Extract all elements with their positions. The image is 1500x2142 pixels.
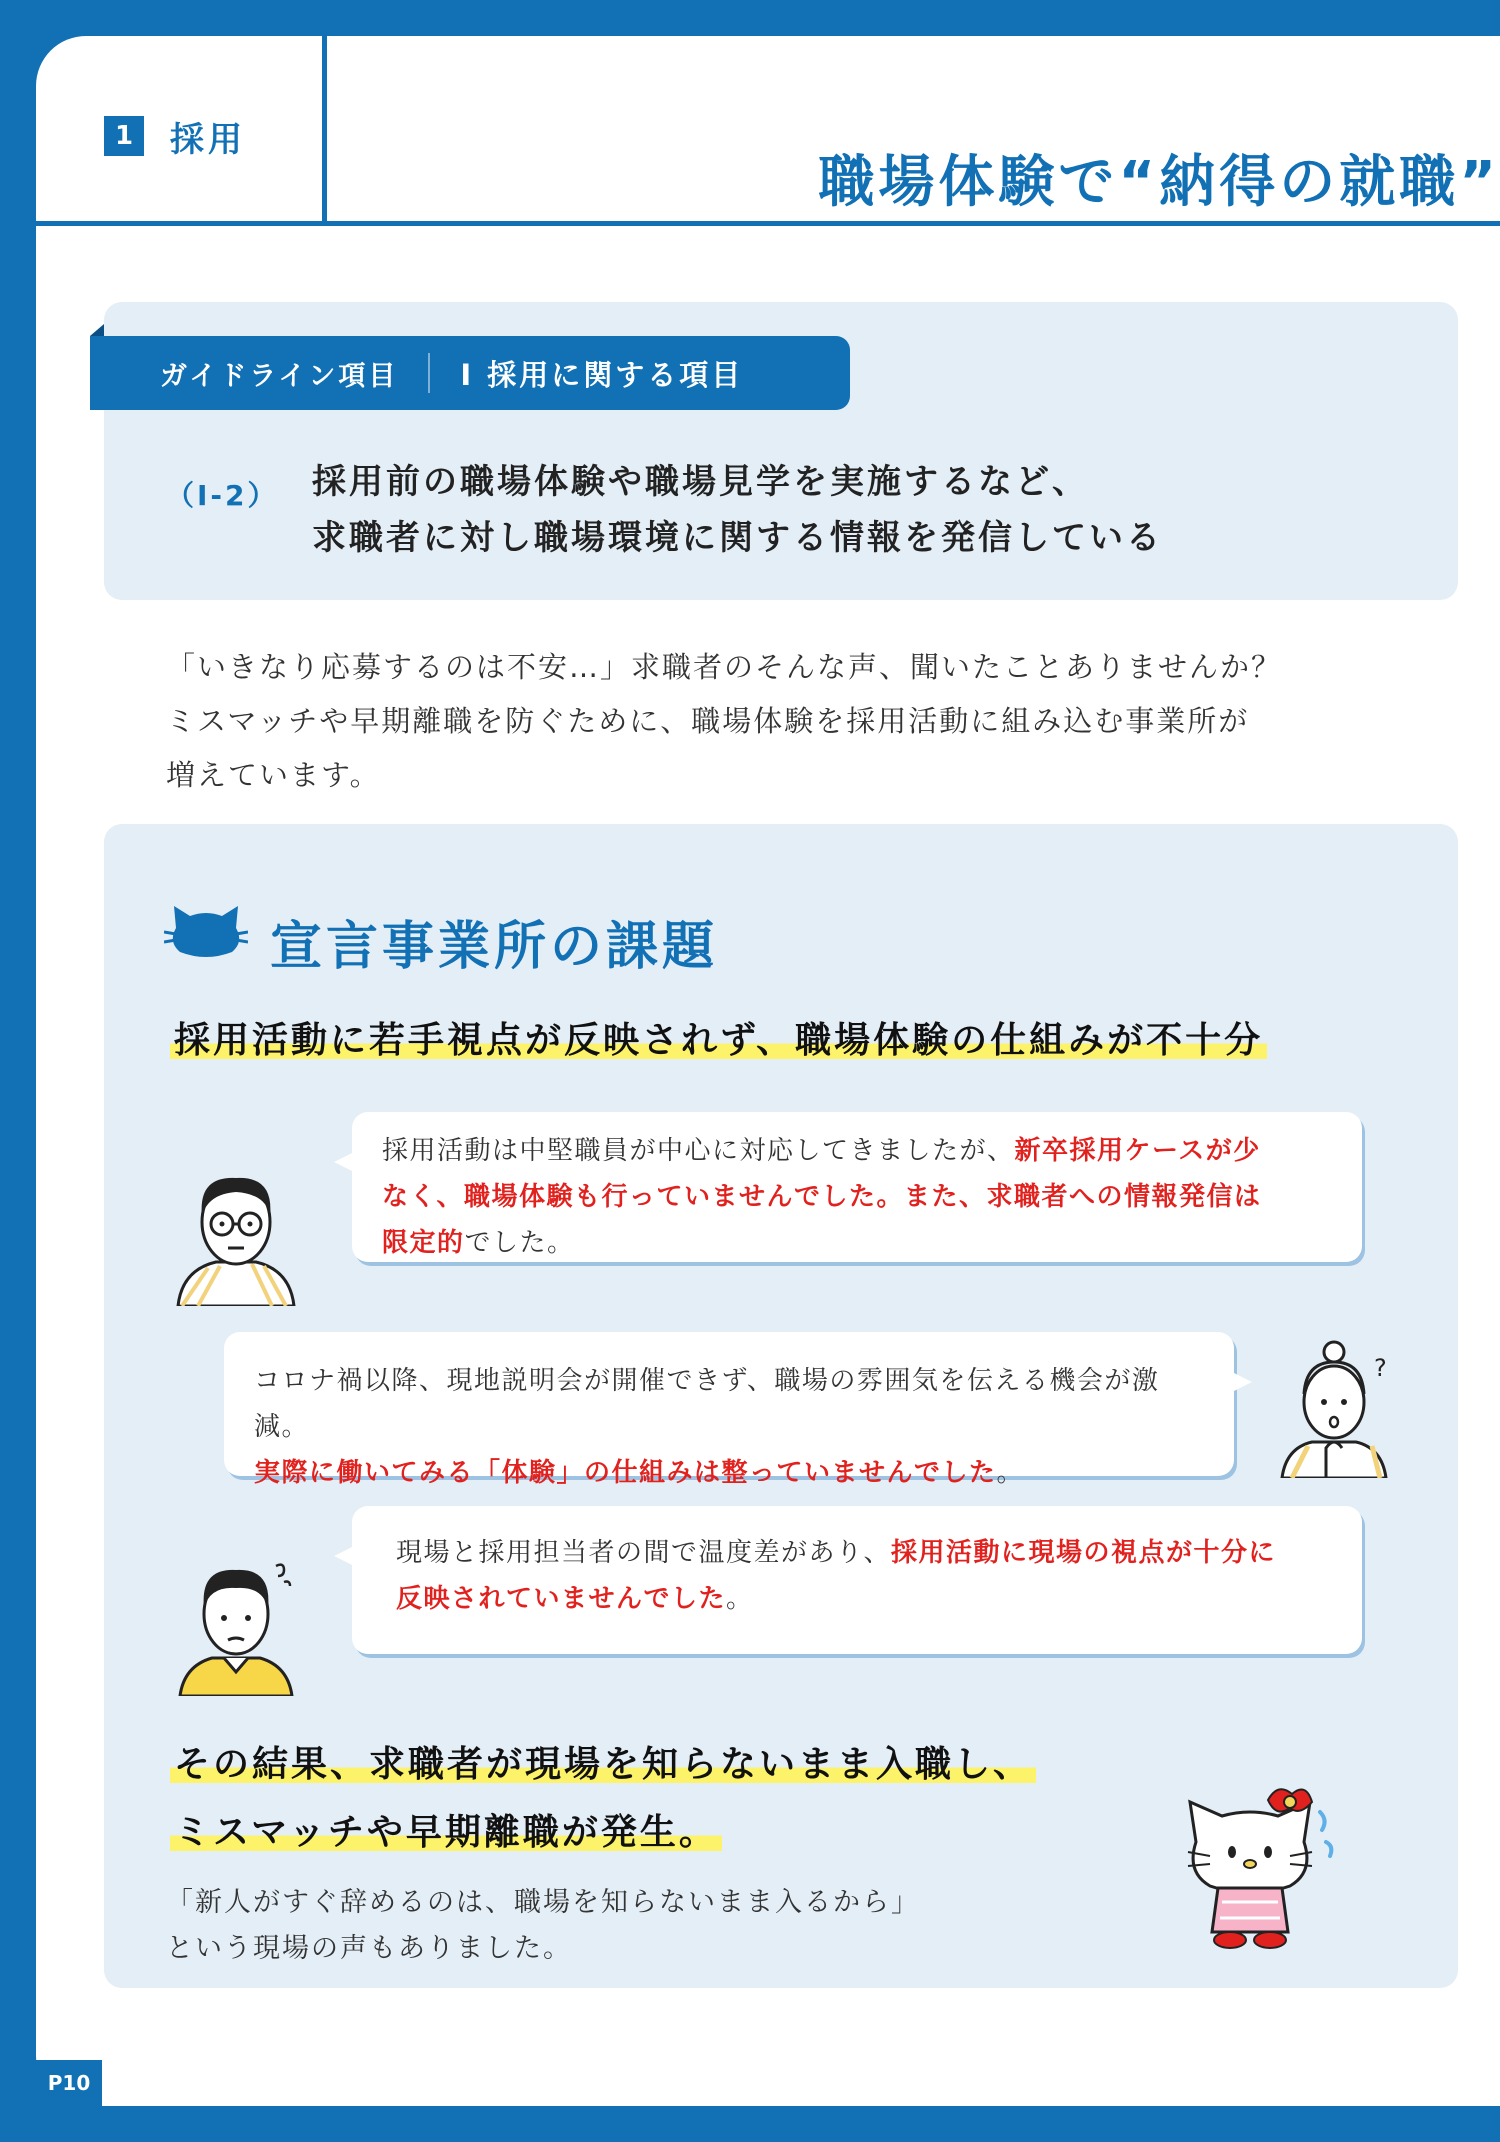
man-glasses-illustration [168, 1166, 304, 1306]
bubble-line: 反映されていませんでした。 [396, 1584, 754, 1614]
hello-kitty-illustration [1160, 1772, 1340, 1952]
bubble-tail [334, 1546, 354, 1566]
page-header [36, 36, 1500, 226]
page-number: P10 [36, 2060, 102, 2106]
bubble-line: 現場と採用担当者の間で温度差があり、採用活動に現場の視点が十分に [396, 1538, 1277, 1568]
bubble-tail [334, 1152, 354, 1172]
cat-silhouette-icon [164, 898, 248, 958]
challenge-heading: 宣言事業所の課題 [270, 917, 719, 977]
section-number-badge: 1 [104, 116, 144, 156]
intro-paragraph [166, 640, 1282, 802]
intro-line: 増えています。 [166, 758, 381, 792]
result-line-2: ミスマッチや早期離職が発生。 [170, 1804, 722, 1855]
bubble-line: 限定的でした。 [382, 1228, 575, 1258]
svg-text:?: ? [1374, 1354, 1387, 1382]
woman-thinking-illustration [1276, 1338, 1402, 1478]
tab-separator [428, 353, 430, 393]
guideline-item-line2: 求職者に対し職場環境に関する情報を発信している [312, 518, 1163, 558]
guideline-category: Ⅰ 採用に関する項目 [460, 357, 744, 392]
quote-line: 「新人がすぐ辞めるのは、職場を知らないまま入るから」 [166, 1887, 920, 1918]
header-divider [322, 36, 327, 226]
quote-line: という現場の声もありました。 [166, 1933, 572, 1964]
speech-bubble-1 [352, 1112, 1362, 1262]
page-title: 職場体験で“納得の就職” [818, 150, 1500, 215]
man-worried-illustration [172, 1556, 308, 1696]
guideline-item-code: （Ⅰ-2） [166, 479, 279, 512]
field-quote [166, 1880, 920, 1972]
bubble-line: コロナ禍以降、現地説明会が開催できず、職場の雰囲気を伝える機会が激減。 [254, 1366, 1160, 1442]
result-line-1: その結果、求職者が現場を知らないまま入職し、 [170, 1736, 1036, 1787]
speech-bubble-2 [224, 1332, 1234, 1488]
guideline-tab-label: ガイドライン項目 [160, 360, 399, 392]
section-label: 採用 [170, 120, 246, 160]
intro-line: ミスマッチや早期離職を防ぐために、職場体験を採用活動に組み込む事業所が [166, 704, 1250, 738]
challenge-summary: 採用活動に若手視点が反映されず、職場体験の仕組みが不十分 [170, 1012, 1267, 1063]
speech-bubble-3 [352, 1506, 1362, 1654]
guideline-item-text [312, 454, 1163, 566]
guideline-item-line1: 採用前の職場体験や職場見学を実施するなど、 [312, 462, 1089, 502]
bubble-tail [1232, 1372, 1252, 1392]
bubble-line: 実際に働いてみる「体験」の仕組みは整っていませんでした。 [254, 1458, 1025, 1488]
page [36, 36, 1500, 2106]
bubble-line: なく、職場体験も行っていませんでした。また、求職者への情報発信は [382, 1182, 1262, 1212]
intro-line: 「いきなり応募するのは不安…」求職者のそんな声、聞いたことありませんか？ [166, 650, 1283, 684]
tab-fold [90, 324, 104, 336]
guideline-tab [90, 336, 850, 410]
bubble-line: 採用活動は中堅職員が中心に対応してきましたが、新卒採用ケースが少 [382, 1136, 1261, 1166]
